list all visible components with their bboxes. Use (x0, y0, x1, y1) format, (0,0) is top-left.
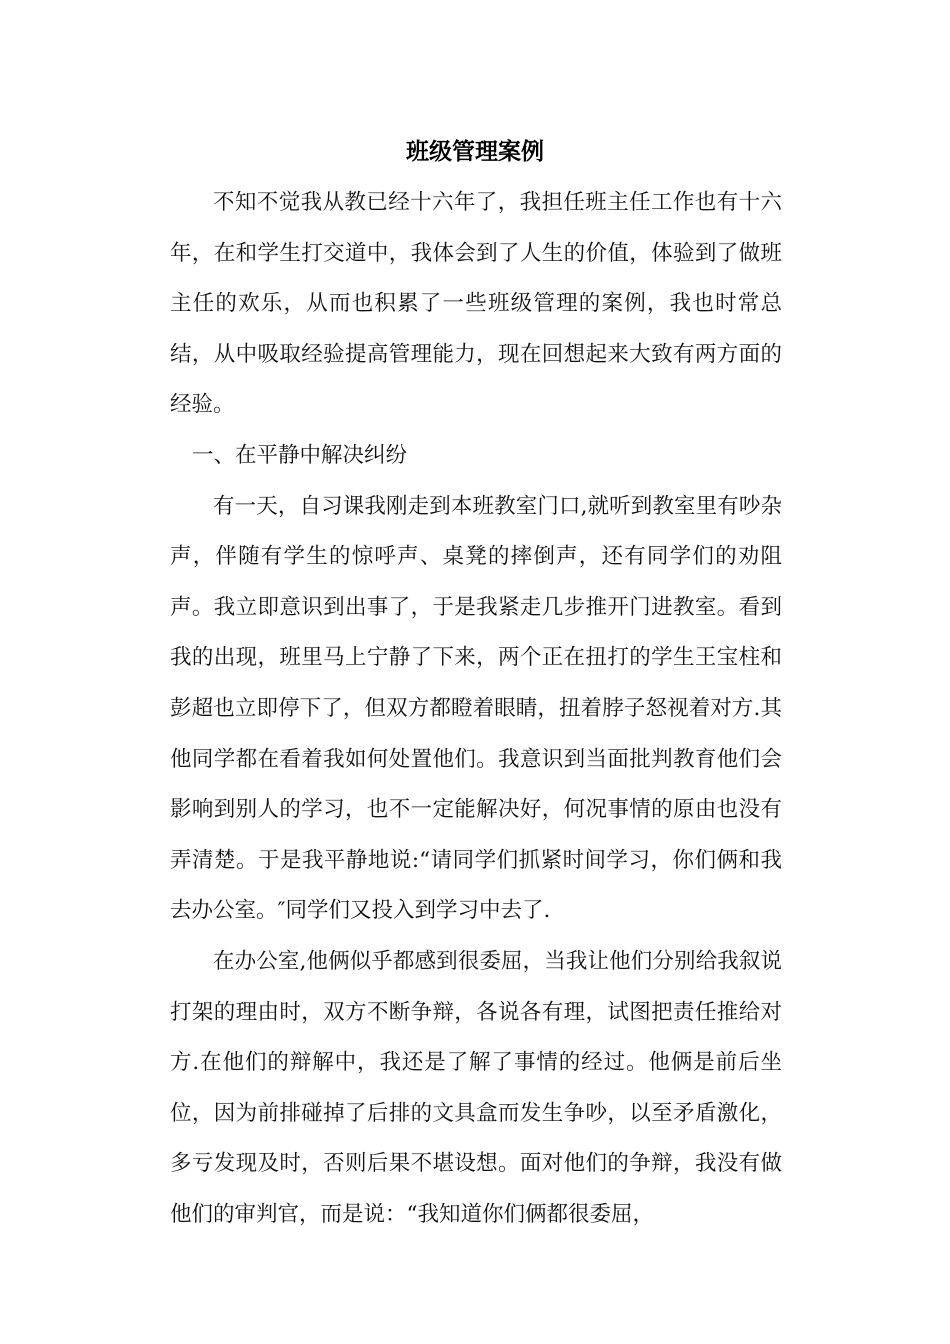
paragraph-story: 有一天，自习课我刚走到本班教室门口,就听到教室里有吵杂声，伴随有学生的惊呼声、桌凳的摔倒声，还有同学们的劝阻声。我立即意识到出事了，于是我紧走几步推开门进教室。看到我的出现，班里马上宁静了下来，两个正在扭打的学生王宝柱和彭超也立即停下了，但双方都瞪着眼睛，扭着脖子怒视着对方.其他同学都在看着我如何处置他们。我意识到当面批判教育他们会影响到别人的学习，也不一定能解决好，何况事情的原由也没有弄清楚。于是我平静地说:“请同学们抓紧时间学习，你们俩和我去办公室。″同学们又投入到学习中去了. (170, 493, 782, 924)
document-title: 班级管理案例 (406, 139, 544, 165)
paragraph-intro: 不知不觉我从教已经十六年了，我担任班主任工作也有十六年，在和学生打交道中，我体会到了人生的价值，体验到了做班主任的欢乐，从而也积累了一些班级管理的案例，我也时常总结，从中吸取经验提高管理能力，现在回想起来大致有两方面的经验。 (170, 190, 782, 418)
section-heading-1: 一、在平静中解决纠纷 (192, 442, 408, 468)
paragraph-office: 在办公室,他俩似乎都感到很委屈，当我让他们分别给我叙说打架的理由时，双方不断争辩，各说各有理，试图把责任推给对方.在他们的辩解中，我还是了解了事情的经过。他俩是前后坐位，因为前排碰掉了后排的文具盒而发生争吵，以至矛盾激化，多亏发现及时，否则后果不堪设想。面对他们的争辩，我没有做他们的审判官，而是说：“我知道你们俩都很委屈， (170, 948, 782, 1227)
document-body (170, 178, 782, 1240)
